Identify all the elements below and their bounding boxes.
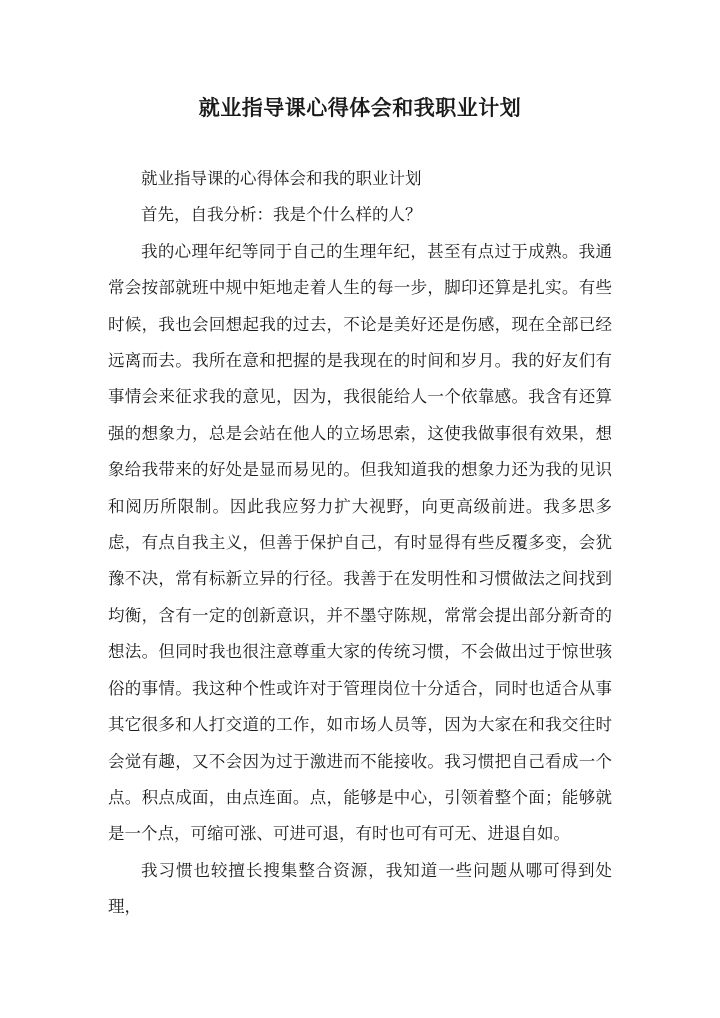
paragraph-subtitle: 就业指导课的心得体会和我的职业计划 (141, 169, 422, 188)
document-title: 就业指导课心得体会和我职业计划 (198, 95, 522, 120)
paragraph-self-analysis-heading: 首先，自我分析：我是个什么样的人？ (141, 205, 422, 225)
paragraph-self-description: 我的心理年纪等同于自己的生理年纪，甚至有点过于成熟。我通常会按部就班中规中矩地走着人生的每一步，脚印还算是扎实。有些时候，我也会回想起我的过去，不论是美好还是伤感，现在全部已经远离而去。我所在意和把握的是我现在的时间和岁月。我的好友们有事情会来征求我的意见，因为，我很能给人一个依靠感。我含有还算强的想象力，总是会站在他人的立场思索，这使我做事很有效果，想象给我带来的好处是显而易见的。但我知道我的想象力还为我的见识和阅历所限制。因此我应努力扩大视野，向更高级前进。我多思多虑，有点自我主义，但善于保护自己，有时显得有些反覆多变，会犹豫不决，常有标新立异的行径。我善于在发明性和习惯做法之间找到均衡，含有一定的创新意识，并不墨守陈规，常常会提出部分新奇的想法。但同时我也很注意尊重大家的传统习惯，不会做出过于惊世骇俗的事情。我这种个性或许对于管理岗位十分适合，同时也适合从事其它很多和人打交道的工作，如市场人员等，因为大家在和我交往时会觉有趣，又不会因为过于激进而不能接收。我习惯把自己看成一个点。积点成面，由点连面。点，能够是中心，引领着整个面；能够就是一个点，可缩可涨、可进可退，有时也可有可无、进退自如。 (108, 241, 612, 844)
paragraph-resources: 我习惯也较擅长搜集整合资源，我知道一些问题从哪可得到处理， (108, 860, 612, 917)
document-body (108, 161, 612, 926)
